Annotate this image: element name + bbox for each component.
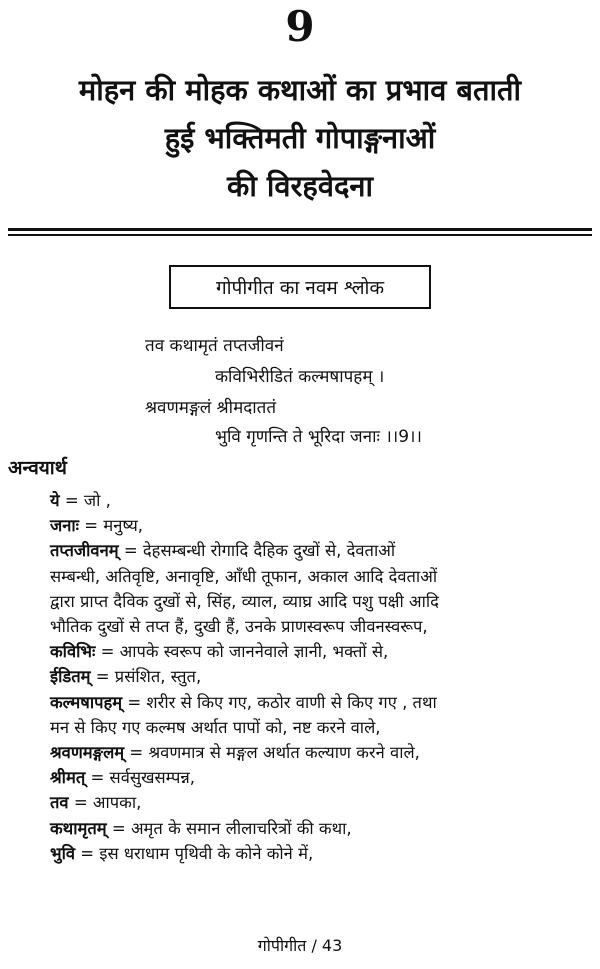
verse-line: भुवि गृणन्ति ते भूरिदा जनाः ।।9।।: [215, 427, 422, 447]
definition-meaning: द्वारा प्राप्त दैविक दुखों से, सिंह, व्याल, व्याघ्र आदि पशु पक्षी आदि: [50, 591, 439, 611]
definition-line: [50, 564, 595, 589]
divider-rule: [8, 234, 592, 236]
definition-meaning: मन से किए गए कल्मष अर्थात पापों को, नष्ट करने वाले,: [50, 717, 381, 737]
definition-meaning: = शरीर से किए गए, कठोर वाणी से किए गए , तथा: [122, 692, 437, 712]
definition-line: [50, 765, 595, 790]
verse-line: कविभिरीडितं कल्मषापहम् ।: [215, 367, 385, 387]
page-footer: गोपीगीत / 43: [257, 936, 343, 955]
definition-meaning: = देहसम्बन्धी रोगादि दैहिक दुखों से, देवताओं: [118, 541, 396, 561]
definition-line: [50, 790, 595, 815]
definition-line: [50, 841, 595, 866]
definition-line: [50, 589, 595, 614]
definition-line: [50, 740, 595, 765]
definition-meaning: = आपके स्वरूप को जाननेवाले ज्ञानी, भक्तों से,: [95, 642, 389, 662]
definition-term: भुवि: [50, 843, 76, 863]
definition-meaning: भौतिक दुखों से तप्त हैं, दुखी हैं, उनके प्राणस्वरूप जीवनस्वरूप,: [50, 617, 428, 637]
definition-meaning: = सर्वसुखसम्पन्न,: [85, 768, 195, 788]
definition-line: [50, 513, 595, 538]
title-line: हुई भक्तिमती गोपाङ्गनाओं: [164, 121, 436, 155]
chapter-number: 9: [285, 2, 315, 51]
definition-term: श्रीमत्: [50, 768, 86, 788]
definition-meaning: = श्रवणमात्र से मङ्गल अर्थात कल्याण करने वाले,: [124, 743, 420, 763]
definition-meaning: सम्बन्धी, अतिवृष्टि, अनावृष्टि, आँधी तूफान, अकाल आदि देवताओं: [50, 566, 438, 586]
definition-line: [50, 715, 595, 740]
definitions-list: [50, 488, 595, 866]
verse-line: श्रवणमङ्गलं श्रीमदाततं: [145, 398, 277, 418]
definition-term: श्रवणमङ्गलम्: [50, 743, 125, 763]
anvaya-heading: अन्वयार्थ: [8, 457, 67, 479]
divider-rule: [8, 228, 592, 231]
definition-meaning: = प्रसंशित, स्तुत,: [90, 667, 202, 687]
definition-term: तप्तजीवनम्: [50, 541, 119, 561]
section-heading: गोपीगीत का नवम श्लोक: [215, 277, 385, 299]
definition-term: कथामृतम्: [50, 818, 107, 838]
definition-line: [50, 538, 595, 563]
definition-term: ईडितम्: [50, 667, 91, 687]
definition-meaning: = इस धराधाम पृथिवी के कोने कोने में,: [75, 843, 314, 863]
verse-line: तव कथामृतं तप्तजीवनं: [145, 336, 284, 356]
definition-line: [50, 664, 595, 689]
definition-line: [50, 639, 595, 664]
title-line: मोहन की मोहक कथाओं का प्रभाव बताती: [78, 73, 522, 107]
definition-term: तव: [50, 793, 69, 813]
definition-line: [50, 614, 595, 639]
definition-term: कविभिः: [50, 642, 96, 662]
title-line: की विरहवेदना: [227, 169, 373, 203]
definition-line: [50, 690, 595, 715]
definition-term: जनाः: [50, 516, 80, 536]
definition-term: कल्मषापहम्: [50, 692, 123, 712]
definition-meaning: = आपका,: [68, 793, 142, 813]
definition-line: [50, 816, 595, 841]
definition-meaning: = अमृत के समान लीलाचरित्रों की कथा,: [106, 818, 352, 838]
chapter-title: [0, 66, 600, 210]
definition-meaning: = मनुष्य,: [79, 516, 144, 536]
definition-term: ये: [50, 491, 60, 510]
definition-line: [50, 488, 595, 513]
definition-meaning: = जो ,: [59, 491, 111, 510]
section-heading-box: [169, 265, 431, 309]
